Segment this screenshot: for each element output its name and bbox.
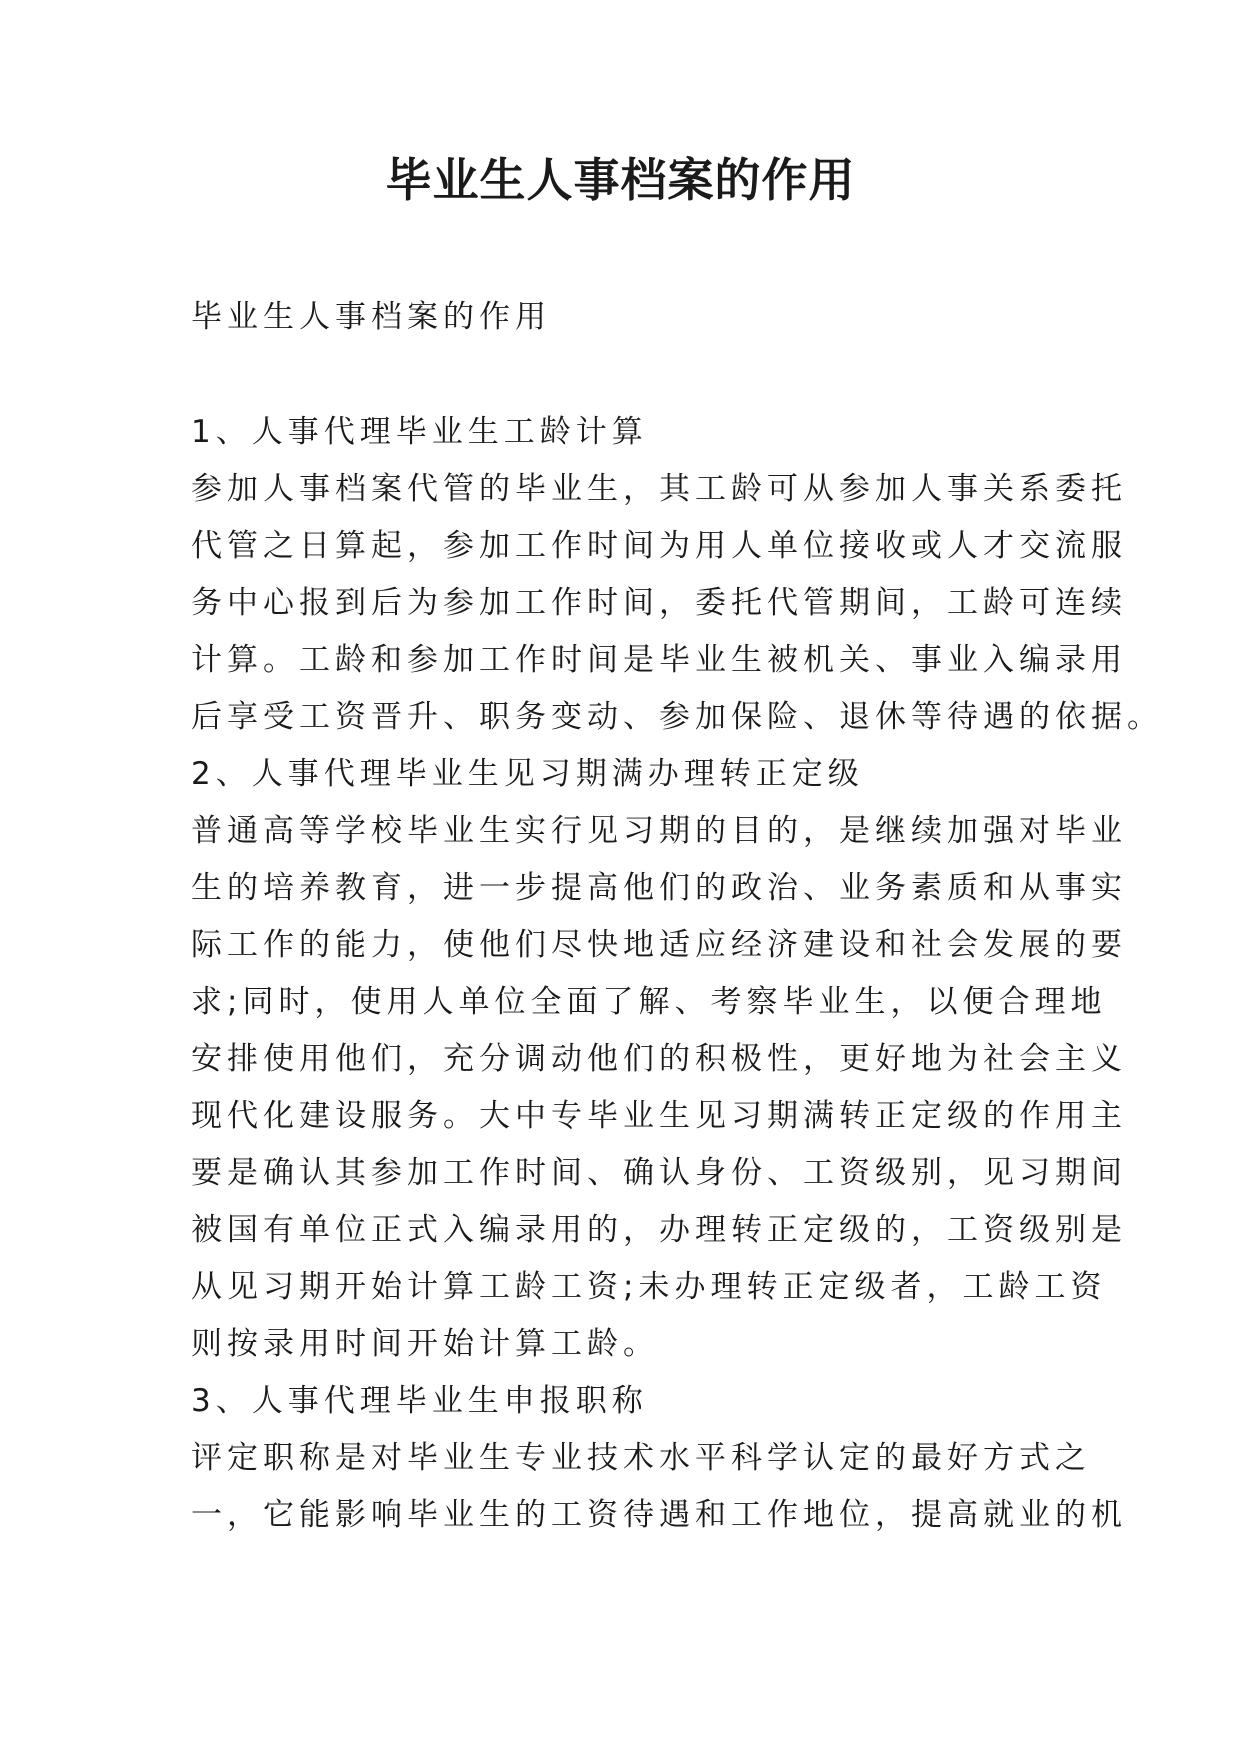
paragraph-line: 被国有单位正式入编录用的，办理转正定级的，工资级别是: [191, 1212, 1127, 1248]
paragraph-line: 从见习期开始计算工龄工资;未办理转正定级者，工龄工资: [191, 1269, 1107, 1305]
paragraph-line: 要是确认其参加工作时间、确认身份、工资级别，见习期间: [191, 1155, 1127, 1191]
section-heading-3: 3、人事代理毕业生申报职称: [191, 1383, 648, 1419]
section-heading-1: 1、人事代理毕业生工龄计算: [191, 414, 648, 450]
paragraph-line: 普通高等学校毕业生实行见习期的目的，是继续加强对毕业: [191, 813, 1127, 849]
paragraph-line: 安排使用他们，充分调动他们的积极性，更好地为社会主义: [191, 1041, 1127, 1077]
paragraph-line: 评定职称是对毕业生专业技术水平科学认定的最好方式之: [191, 1440, 1091, 1476]
paragraph-line: 后享受工资晋升、职务变动、参加保险、退休等待遇的依据。: [191, 699, 1163, 735]
paragraph-line: 参加人事档案代管的毕业生，其工龄可从参加人事关系委托: [191, 471, 1127, 507]
document-body: [191, 404, 1163, 1544]
paragraph-line: 计算。工龄和参加工作时间是毕业生被机关、事业入编录用: [191, 642, 1127, 678]
paragraph-line: 则按录用时间开始计算工龄。: [191, 1326, 659, 1362]
section-heading-2: 2、人事代理毕业生见习期满办理转正定级: [191, 756, 864, 792]
paragraph-line: 务中心报到后为参加工作时间，委托代管期间，工龄可连续: [191, 585, 1127, 621]
paragraph-line: 求;同时，使用人单位全面了解、考察毕业生，以便合理地: [191, 984, 1107, 1020]
document-subtitle: 毕业生人事档案的作用: [191, 299, 551, 335]
paragraph-line: 际工作的能力，使他们尽快地适应经济建设和社会发展的要: [191, 927, 1127, 963]
paragraph-line: 生的培养教育，进一步提高他们的政治、业务素质和从事实: [191, 870, 1127, 906]
paragraph-line: 现代化建设服务。大中专毕业生见习期满转正定级的作用主: [191, 1098, 1127, 1134]
paragraph-line: 代管之日算起，参加工作时间为用人单位接收或人才交流服: [191, 528, 1127, 564]
document-title: 毕业生人事档案的作用: [385, 153, 856, 207]
paragraph-line: 一，它能影响毕业生的工资待遇和工作地位，提高就业的机: [191, 1497, 1127, 1533]
